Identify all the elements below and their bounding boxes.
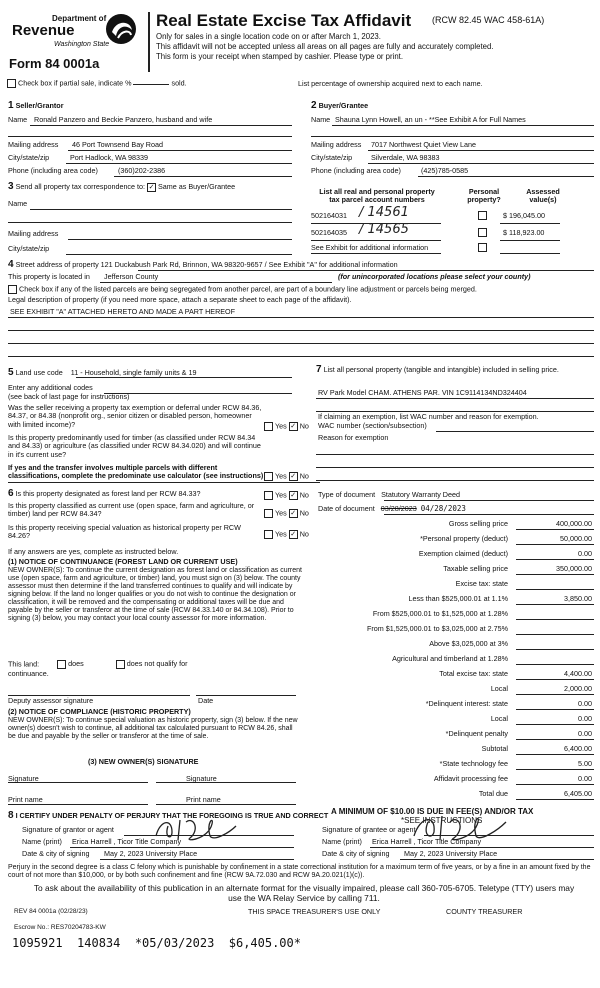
assessed-line-2: [500, 240, 560, 241]
owner-print-label-2: Print name: [186, 795, 221, 804]
reason-line-1: [316, 454, 594, 455]
tax-row-line: [516, 724, 594, 725]
tax-row-value[interactable]: 0.00: [578, 714, 592, 723]
tax-row-label: *Delinquent interest: state: [425, 699, 508, 708]
buyer-name[interactable]: Shauna Lynn Howell, an un - **See Exhibit A for Full Names: [335, 115, 526, 124]
tax-row-line: [516, 634, 594, 635]
land-does-not-checkbox[interactable]: [116, 660, 125, 669]
seller-heading: [8, 100, 64, 112]
tax-row-value[interactable]: 0.00: [578, 549, 592, 558]
this-land-label: This land:: [8, 659, 40, 669]
tax-row-value[interactable]: 2,000.00: [564, 684, 592, 693]
exemption-yes-checkbox[interactable]: [264, 422, 273, 431]
seller-mailing-label: Mailing address: [8, 140, 59, 149]
yes-label: Yes: [275, 529, 287, 539]
county-line: [100, 282, 332, 283]
tax-row-line: [516, 649, 594, 650]
date-of-document-value[interactable]: 04/28/2023: [420, 504, 466, 513]
forest-yes-checkbox[interactable]: [264, 491, 273, 500]
treasurer-stamp: 1095921 140834 *05/03/2023 $6,405.00*: [12, 936, 301, 950]
tax-row-value[interactable]: 0.00: [578, 699, 592, 708]
tax-row-line: [516, 574, 594, 575]
assessed-line-1: [500, 223, 560, 224]
legal-line-2: [8, 330, 594, 331]
parcel-number[interactable]: 502164031: [311, 211, 347, 220]
legal-line-1: [8, 317, 594, 318]
section-6-number: 6: [8, 488, 14, 499]
form-number: Form 84 0001a: [9, 56, 100, 71]
timber-yes-checkbox[interactable]: [264, 472, 273, 481]
tax-row-label: Agricultural and timberland at 1.28%: [392, 654, 508, 663]
personal-property-list-value[interactable]: RV Park Model CHAM. ATHENS PAR. VIN 1C9114134ND324404: [318, 388, 527, 397]
forest-no-checkbox[interactable]: ✓: [290, 492, 297, 499]
seller-name[interactable]: Ronald Panzero and Beckie Panzero, husband and wife: [34, 115, 213, 124]
buyer-heading-label: Buyer/Grantee: [318, 101, 369, 110]
yes-label: Yes: [275, 421, 287, 431]
grantee-name-label: Name (print): [322, 837, 362, 846]
buyer-name-line: [332, 125, 594, 126]
seller-mailing[interactable]: 46 Port Townsend Bay Road: [72, 140, 163, 149]
tax-row-value[interactable]: 4,400.00: [564, 669, 592, 678]
assessed-value-header: Assessed value(s): [526, 187, 560, 205]
date-doc-line: [384, 514, 594, 515]
owner-print-label-1: Print name: [8, 795, 43, 804]
no-label: No: [299, 421, 309, 431]
seller-city[interactable]: Port Hadlock, WA 98339: [70, 153, 149, 162]
tax-row-line: [516, 799, 594, 800]
type-of-document-label: Type of document: [318, 490, 376, 499]
legal-line-3: [8, 343, 594, 344]
land-use-value[interactable]: 11 - Household, single family units & 19: [70, 368, 197, 377]
certify-statement: I CERTIFY UNDER PENALTY OF PERJURY THAT THE FOREGOING IS TRUE AND CORRECT: [15, 811, 329, 820]
current-use-no-checkbox[interactable]: ✓: [290, 510, 297, 517]
tax-row-line: [516, 784, 594, 785]
if-any-yes: If any answers are yes, complete as instructed below.: [8, 547, 179, 556]
buyer-city-line: [368, 163, 594, 164]
section-1-number: 1: [8, 100, 14, 111]
date-of-document-row: [318, 505, 466, 514]
partial-sale-percent-field[interactable]: [133, 84, 169, 85]
deputy-date-label: Date: [198, 696, 214, 705]
reason-exemption-label: Reason for exemption: [318, 433, 389, 442]
grantor-date-line: [100, 859, 294, 860]
buyer-mailing[interactable]: 7017 Northwest Quiet View Lane: [371, 140, 476, 149]
exemption-no-checkbox[interactable]: ✓: [290, 423, 297, 430]
parcel-row-2: [311, 222, 594, 241]
s3-mailing-label: Mailing address: [8, 229, 59, 238]
seller-city-label: City/state/zip: [8, 153, 50, 162]
section-7-heading: [316, 364, 594, 376]
land-use-line: [76, 377, 292, 378]
notice-continuance-title: (1) NOTICE OF CONTINUANCE (FOREST LAND OR CURRENT USE): [8, 557, 238, 566]
seller-city-line: [66, 163, 292, 164]
tax-row-value[interactable]: 6,400.00: [564, 744, 592, 753]
unincorporated-note: (for unincorporated locations please select your county): [338, 272, 531, 281]
tax-row-line: [516, 544, 594, 545]
timber-yes-no: [264, 472, 309, 481]
header-note-2: This affidavit will not be accepted unless all areas on all pages are fully and accurately completed.: [156, 42, 494, 51]
section-2-number: 2: [311, 100, 317, 111]
legal-description-label: Legal description of property (if you need more space, attach a separate sheet to each page of the affidavit).: [8, 295, 352, 304]
tax-row-line: [516, 664, 594, 665]
s3-name-label: Name: [8, 199, 28, 208]
historic-question: Is this property receiving special valuation as historical property per RCW 84.26?: [8, 523, 241, 541]
segregated-row: [8, 285, 477, 294]
tax-row-line: [516, 604, 594, 605]
tax-row-value[interactable]: 3,850.00: [564, 594, 592, 603]
parcel-row-1: [311, 205, 594, 224]
tax-row-value[interactable]: 0.00: [578, 774, 592, 783]
exemption-yes-no: [264, 422, 309, 431]
section-3-text: Send all property tax correspondence to:: [15, 182, 146, 191]
street-address-line: [138, 270, 594, 271]
tax-row-line: [516, 769, 594, 770]
historic-no-checkbox[interactable]: ✓: [290, 531, 297, 538]
header-note-3: [156, 53, 403, 62]
no-label: No: [299, 508, 309, 518]
tax-row-value[interactable]: 5.00: [578, 759, 592, 768]
section-7-number: 7: [316, 364, 322, 375]
logo-revenue: Revenue: [12, 22, 75, 39]
yes-label: Yes: [275, 490, 287, 500]
personal-property-checkbox[interactable]: [478, 243, 487, 252]
treasurer-use-only: THIS SPACE TREASURER'S USE ONLY: [248, 907, 381, 916]
land-use-label: Land use code: [15, 368, 63, 377]
parcel-handwritten-note: / 14561: [359, 205, 409, 220]
tax-row-label: *State technology fee: [439, 759, 508, 768]
escrow-row: [14, 924, 106, 931]
header-note-1: Only for sales in a single location code on or after March 1, 2023.: [156, 32, 381, 41]
tax-row-line: [516, 619, 594, 620]
parcel-assessed-value[interactable]: $ 196,045.00: [503, 211, 545, 220]
grantor-date-label: Date & city of signing: [22, 849, 90, 858]
partial-sale-label: Check box if partial sale, indicate %: [18, 78, 132, 88]
date-of-document-struck: 03/28/2023: [380, 504, 417, 513]
parcel-line-3: [311, 253, 441, 254]
tax-row-label: Exemption claimed (deduct): [418, 549, 508, 558]
ownership-note: List percentage of ownership acquired next to each name.: [298, 79, 483, 88]
see-back-note: (see back of last page for instructions): [8, 392, 130, 401]
yes-label: Yes: [275, 471, 287, 481]
reason-line-3: [316, 480, 594, 481]
buyer-phone-label: Phone (including area code): [311, 166, 401, 175]
tax-row-label: From $1,525,000.01 to $3,025,000 at 2.75%: [366, 624, 508, 633]
buyer-city-label: City/state/zip: [311, 153, 353, 162]
notice-compliance-text: NEW OWNER(S): To continue special valuation as historic property, sign (3) below. If the new owner(s) doesn't wish to continue, all additional tax calculated pursuant to RCW 84.26, shall be due and payable by the seller or transferor at the time of sale.: [8, 717, 298, 741]
timber-question: Is this property predominantly used for timber (as classified under RCW 84.34 and 84.33) or agriculture (as classified under RCW 84.34.020) and will continue in it's current use?: [8, 433, 261, 459]
partial-sale-suffix: sold.: [171, 78, 187, 88]
section-8-number: 8: [8, 810, 14, 821]
forest-question: [8, 488, 201, 500]
tax-row-label: From $525,000.01 to $1,525,000 at 1.28%: [372, 609, 508, 618]
county-select[interactable]: Jefferson County: [104, 272, 159, 281]
new-owner-signature-title: (3) NEW OWNER(S) SIGNATURE: [88, 757, 199, 766]
tax-row-label: *Delinquent penalty: [445, 729, 508, 738]
no-label: No: [299, 529, 309, 539]
notice-continuance-text: NEW OWNER(S): To continue the current designation as forest land or classification as current use (open space, farm and agriculture, or timber) land, you must sign on (3) below. The county assessor must then determine if the land transferred continues to qualify and will indicate by signing below. If the land no longer qualifies or you do not wish to continue the designation or classification, it will be removed and the compensating or additional taxes will be due and payable by the seller or transferor at the time of sale (RCW 84.33.140 or 84.34.108). Prior to signing (3) below, you may contact your local county assessor for more information.: [8, 567, 302, 623]
escrow-label: Escrow No.:: [14, 924, 50, 931]
notice-compliance-title: (2) NOTICE OF COMPLIANCE (HISTORIC PROPERTY): [8, 707, 191, 716]
grantee-date-label: Date & city of signing: [322, 849, 390, 858]
tax-row-label: Local: [490, 714, 508, 723]
tax-row-value[interactable]: 400,000.00: [556, 519, 592, 528]
tax-row-label: Gross selling price: [448, 519, 508, 528]
tax-row-label: Total excise tax: state: [439, 669, 508, 678]
section-5-number: 5: [8, 367, 14, 378]
forest-question-text: Is this property designated as forest land per RCW 84.33?: [15, 489, 201, 498]
section-3-number: 3: [8, 181, 14, 192]
yes-label: Yes: [275, 508, 287, 518]
parcel-header: List all real and personal property tax parcel account numbers: [319, 187, 435, 205]
current-use-yes-checkbox[interactable]: [264, 509, 273, 518]
tax-row-line: [516, 679, 594, 680]
tax-row-value[interactable]: 0.00: [578, 729, 592, 738]
no-label: No: [299, 471, 309, 481]
exemption-question: Was the seller receiving a property tax exemption or deferral under RCW 84.36, 84.37, or 84.38 (nonprofit org., senior citizen or disabled person, homeowner with limited income)?: [8, 403, 262, 429]
seller-phone[interactable]: (360)202-2386: [118, 166, 166, 175]
parcel-handwritten-note: / 14565: [359, 222, 409, 237]
tax-row-label: Subtotal: [481, 744, 508, 753]
historic-yes-checkbox[interactable]: [264, 530, 273, 539]
partial-sale-row: [7, 79, 187, 88]
located-in-label: This property is located in: [8, 272, 90, 281]
section-4-street: [8, 259, 398, 271]
grantor-name-line: [70, 847, 294, 848]
grantee-date-city[interactable]: May 2, 2023 University Place: [404, 849, 498, 858]
s3-name-line: [30, 209, 292, 210]
tax-row-line: [516, 589, 594, 590]
buyer-city[interactable]: Silverdale, WA 98383: [371, 153, 440, 162]
personal-property-checkbox[interactable]: [478, 228, 487, 237]
does-not-label: does not qualify for: [126, 659, 188, 669]
section-4-number: 4: [8, 259, 14, 270]
seller-phone-line: [114, 176, 292, 177]
grantor-name-label: Name (print): [22, 837, 62, 846]
timber-no-checkbox[interactable]: ✓: [290, 473, 297, 480]
exemption-claim-label: If claiming an exemption, list WAC number and reason for exemption.: [318, 412, 539, 421]
buyer-mailing-line: [368, 150, 594, 151]
tax-row-label: Local: [490, 684, 508, 693]
tax-row-label: Taxable selling price: [443, 564, 508, 573]
tax-row-label: Excise tax: state: [455, 579, 508, 588]
see-exhibit-row: [311, 244, 594, 252]
buyer-name-line-2: [311, 136, 594, 137]
type-of-document-value[interactable]: Statutory Warranty Deed: [381, 490, 460, 499]
section-3-heading: [8, 181, 235, 193]
owner-sig-line-2: [156, 782, 296, 783]
seller-name-line: [30, 125, 292, 126]
same-as-buyer-checkbox[interactable]: ✓: [148, 183, 155, 191]
legal-line-4: [8, 356, 594, 357]
logo-dept-line: Department of: [52, 14, 107, 23]
seller-name-label: Name: [8, 115, 28, 124]
form-rcw: (RCW 82.45 WAC 458-61A): [432, 15, 545, 25]
minimum-due-note: A MINIMUM OF $10.00 IS DUE IN FEE(S) AND/OR TAX: [331, 807, 534, 816]
land-does-checkbox[interactable]: [57, 660, 66, 669]
segregated-label: Check box if any of the listed parcels are being segregated from another parcel, are part of a boundary line adjustment or parcels being merged.: [19, 284, 477, 294]
s3-city-line: [66, 254, 292, 255]
tax-row-line: [516, 754, 594, 755]
county-treasurer-label: COUNTY TREASURER: [446, 907, 523, 916]
grantor-sig-line: [124, 835, 294, 836]
owner-signature-label-2: Signature: [186, 774, 217, 783]
segregated-checkbox[interactable]: [8, 285, 17, 294]
deputy-signature-label: Deputy assessor signature: [8, 696, 94, 705]
s3-city-label: City/state/zip: [8, 244, 50, 253]
personal-property-checkbox[interactable]: [478, 211, 487, 220]
tax-row-line: [516, 694, 594, 695]
tax-row-line: [516, 709, 594, 710]
grantor-sig-label: Signature of grantor or agent: [22, 825, 114, 834]
tax-row-label: Less than $525,000.01 at 1.1%: [408, 594, 508, 603]
seller-name-line-2: [8, 136, 292, 137]
escrow-number: RES70204783-KW: [50, 924, 106, 931]
s3-name-line-2: [8, 222, 292, 223]
owner-print-line-2: [156, 804, 296, 805]
section-5-bottom-line: [8, 482, 320, 483]
type-doc-line: [384, 500, 594, 501]
owner-signature-label-1: Signature: [8, 774, 39, 783]
parcel-assessed-value[interactable]: $ 118,923.00: [503, 228, 545, 237]
additional-codes-label: Enter any additional codes: [8, 383, 93, 392]
seller-mailing-line: [68, 150, 292, 151]
legal-description-value[interactable]: SEE EXHIBIT "A" ATTACHED HERETO AND MADE A PART HEREOF: [10, 307, 236, 316]
tax-row-label: Total due: [478, 789, 508, 798]
street-address-value[interactable]: 121 Duckabush Park Rd, Brinnon, WA 98320-9657 / See Exhibit "A" for additional information: [100, 260, 398, 269]
perjury-notice: Perjury in the second degree is a class C felony which is punishable by confinement in a state correctional institution for a maximum term of five years, or by a fine in an amount fixed by the court of not more than $10,000, or by both such confinement and fine (RCW 9A.72.030 and RCW 9A.20.021(1)(c)).: [8, 864, 591, 880]
form-title: Real Estate Excise Tax Affidavit: [156, 11, 412, 30]
parcel-number[interactable]: 502164035: [311, 228, 347, 237]
additional-codes-line: [104, 393, 292, 394]
seller-heading-label: Seller/Grantor: [15, 101, 64, 110]
current-use-question: Is this property classified as current use (open space, farm and agriculture, or timber) land per RCW 84.34?: [8, 501, 255, 519]
tax-row-value[interactable]: 50,000.00: [560, 534, 592, 543]
street-address-label: Street address of property: [15, 260, 99, 269]
continuance-label: continuance.: [8, 669, 49, 678]
buyer-heading: [311, 100, 368, 112]
section-7-line-1: [316, 398, 594, 399]
grantor-date-city[interactable]: May 2, 2023 University Place: [104, 849, 198, 858]
grantee-date-line: [400, 859, 594, 860]
tax-row-line: [516, 529, 594, 530]
buyer-mailing-label: Mailing address: [311, 140, 362, 149]
revision-label: REV 84 0001a (02/28/23): [14, 908, 88, 915]
parcel-line-2: [311, 240, 441, 241]
wac-number-line: [436, 431, 594, 432]
multiple-parcels-question: If yes and the transfer involves multiple parcels with different classifications, complete the predominate use calculator (see instructions): [8, 463, 264, 481]
header-divider: [148, 12, 150, 72]
tax-row-label: Affidavit processing fee: [433, 774, 508, 783]
assessed-line-3: [500, 253, 560, 254]
date-of-document-label: Date of document: [318, 504, 375, 513]
buyer-phone-line: [418, 176, 594, 177]
personal-property-header: Personal property?: [467, 187, 501, 205]
see-instructions-note: *SEE INSTRUCTIONS: [401, 816, 483, 825]
tax-row-line: [516, 739, 594, 740]
revenue-swirl-icon: [104, 12, 138, 46]
current-use-yes-no: [264, 509, 309, 518]
header-note-3-text: This form is your receipt when stamped by cashier. Please type or print.: [156, 52, 404, 61]
dor-logo: [10, 12, 140, 57]
personal-property-list-label: List all personal property (tangible and intangible) included in selling price.: [323, 365, 559, 374]
grantee-sig-label: Signature of grantee or agent: [322, 825, 416, 834]
logo-state: Washington State: [54, 41, 110, 48]
tax-row-label: Above $3,025,000 at 3%: [429, 639, 508, 648]
type-of-document-row: [318, 491, 460, 499]
alt-format-notice: To ask about the availability of this publication in an alternate format for the visually impaired, please call 360-705-6705. Teletype (TTY) users may use the WA Relay Service by calling 711.: [33, 883, 575, 903]
forest-yes-no: [264, 491, 309, 500]
same-as-buyer-label: Same as Buyer/Grantee: [158, 182, 236, 191]
tax-row-line: [516, 559, 594, 560]
grantee-sig-line: [424, 835, 594, 836]
tax-row-value[interactable]: 350,000.00: [556, 564, 592, 573]
buyer-name-label: Name: [311, 115, 331, 124]
s3-mailing-line: [68, 239, 292, 240]
tax-row-value[interactable]: 6,405.00: [564, 789, 592, 798]
see-exhibit-note: See Exhibit for additional information: [311, 243, 429, 252]
does-label: does: [68, 659, 84, 669]
this-land-row: [8, 660, 188, 669]
no-label: No: [299, 490, 309, 500]
partial-sale-checkbox[interactable]: [7, 79, 16, 88]
reason-line-2: [316, 467, 594, 468]
wac-number-label: WAC number (section/subsection): [318, 421, 427, 430]
grantee-name-line: [370, 847, 594, 848]
grantee-name[interactable]: Erica Harrell , Ticor Title Company: [372, 837, 482, 846]
historic-yes-no: [264, 530, 309, 539]
seller-phone-label: Phone (including area code): [8, 166, 98, 175]
grantor-name[interactable]: Erica Harrell , Ticor Title Company: [72, 837, 182, 846]
tax-row-label: *Personal property (deduct): [420, 534, 508, 543]
buyer-phone[interactable]: (425)785-0585: [421, 166, 469, 175]
